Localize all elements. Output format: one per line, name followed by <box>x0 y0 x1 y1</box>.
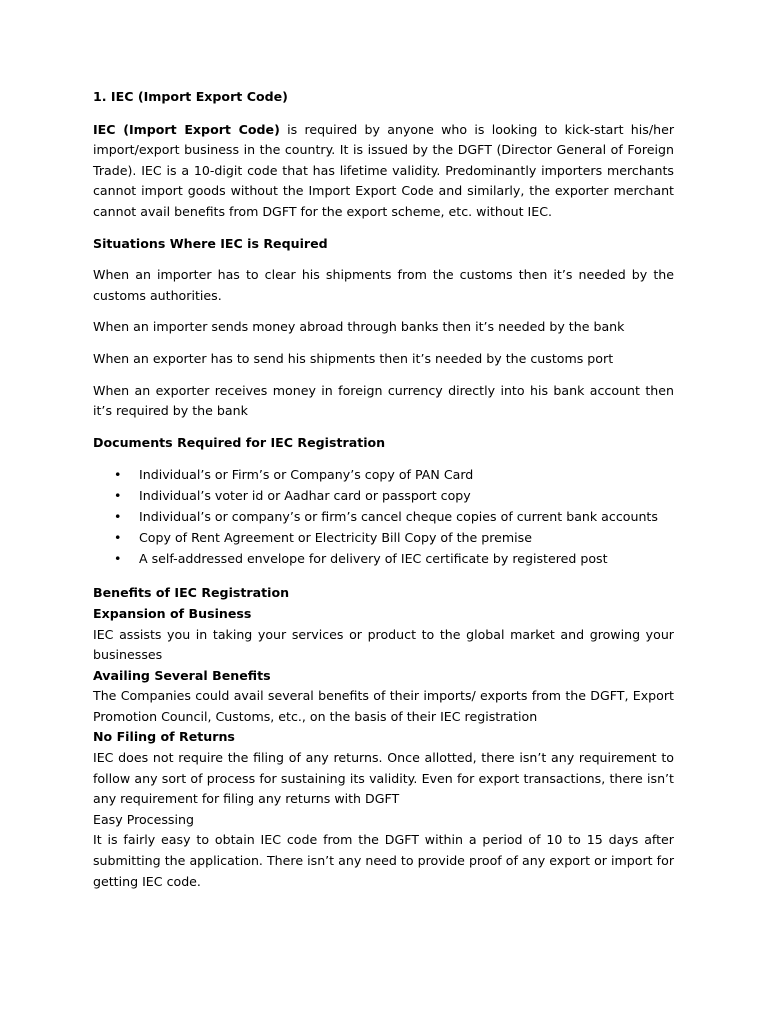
bullet-icon: • <box>114 509 122 525</box>
benefit-text: IEC assists you in taking your services or product to the global market and growing your businesses <box>93 626 674 663</box>
benefit-text: IEC does not require the filing of any returns. Once allotted, there isn’t any requirement to follow any sort of process for sustaining its validity. Even for export transactions, there isn’t any requirement for filing any returns with DGFT <box>93 750 674 807</box>
bullet-icon: • <box>114 530 122 546</box>
bullet-icon: • <box>114 488 122 504</box>
list-item <box>93 527 674 548</box>
list-item <box>93 506 674 527</box>
bullet-icon: • <box>114 467 122 483</box>
list-item <box>93 548 674 569</box>
benefit-title: No Filing of Returns <box>93 729 235 745</box>
section-title: 1. IEC (Import Export Code) <box>93 89 288 104</box>
list-item-text: Copy of Rent Agreement or Electricity Bill Copy of the premise <box>139 530 532 546</box>
documents-heading: Documents Required for IEC Registration <box>93 434 386 450</box>
situations-heading: Situations Where IEC is Required <box>93 235 328 251</box>
situation-paragraph: When an importer sends money abroad through banks then it’s needed by the bank <box>93 319 625 335</box>
situation-paragraph: When an importer has to clear his shipments from the customs then it’s needed by the customs authorities. <box>93 267 674 303</box>
documents-list <box>93 464 674 569</box>
benefit-title: Availing Several Benefits <box>93 667 271 683</box>
list-item-text: A self-addressed envelope for delivery of IEC certificate by registered post <box>139 551 608 567</box>
bullet-icon: • <box>114 551 122 567</box>
benefits-heading: Benefits of IEC Registration <box>93 585 290 601</box>
document-content <box>93 87 674 892</box>
list-item-text: Individual’s or company’s or firm’s cancel cheque copies of current bank accounts <box>139 509 658 525</box>
benefit-title: Expansion of Business <box>93 605 252 621</box>
list-item <box>93 464 674 485</box>
intro-paragraph <box>93 120 674 223</box>
intro-text: is required by anyone who is looking to kick-start his/her import/export business in the country. It is issued by the DGFT (Director General of Foreign Trade). IEC is a 10-digit code that has lifetime validity. Predominantly importers merchants cannot import goods without the Import Export Code and similarly, the exporter merchant cannot avail benefits from DGFT for the export scheme, etc. without IEC. <box>93 121 674 219</box>
list-item-text: Individual’s voter id or Aadhar card or passport copy <box>139 488 471 504</box>
intro-term: IEC (Import Export Code) <box>93 121 280 137</box>
list-item <box>93 485 674 506</box>
benefit-title: Easy Processing <box>93 811 194 827</box>
benefit-text: The Companies could avail several benefits of their imports/ exports from the DGFT, Export Promotion Council, Customs, etc., on the basis of their IEC registration <box>93 688 674 724</box>
benefit-text: It is fairly easy to obtain IEC code from the DGFT within a period of 10 to 15 days after submitting the application. There isn’t any need to provide proof of any export or import for getting IEC code. <box>93 832 674 889</box>
situation-paragraph: When an exporter has to send his shipments then it’s needed by the customs port <box>93 350 614 366</box>
list-item-text: Individual’s or Firm’s or Company’s copy of PAN Card <box>139 467 474 483</box>
situation-paragraph: When an exporter receives money in foreign currency directly into his bank account then it’s required by the bank <box>93 382 674 419</box>
